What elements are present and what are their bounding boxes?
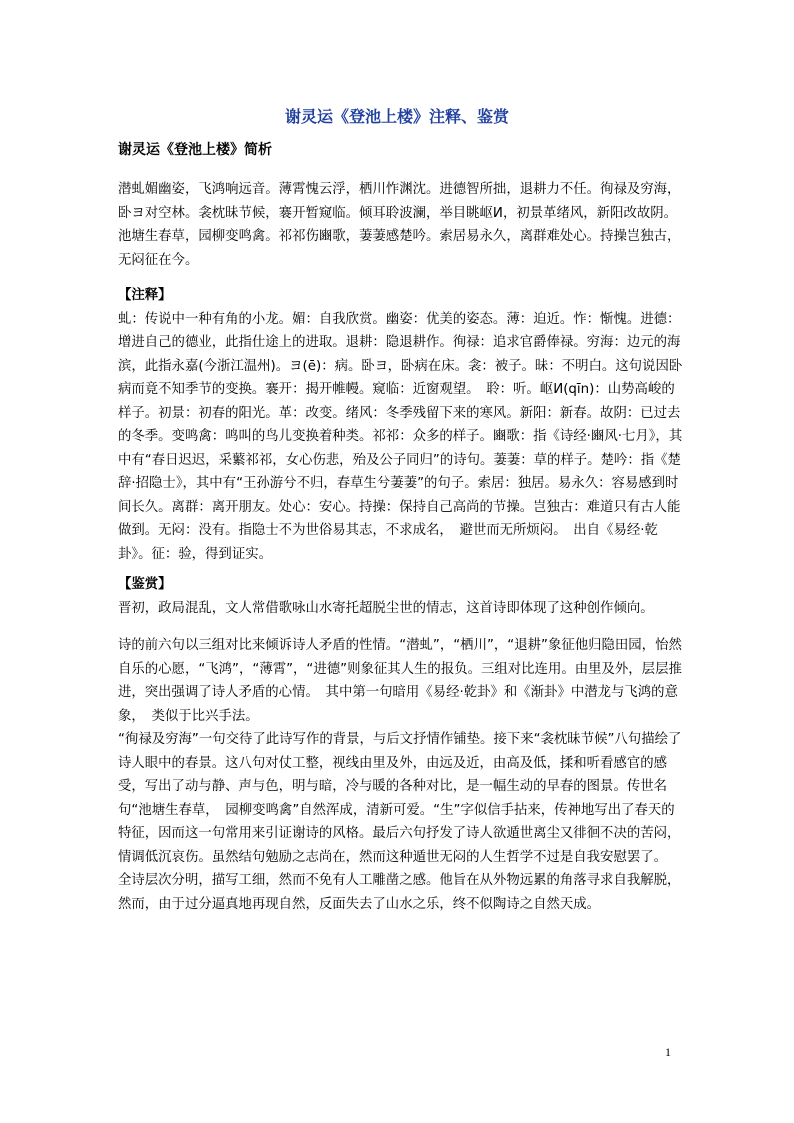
poem-text: 潜虬媚幽姿，飞鸿响远音。薄霄愧云浮，栖川怍渊沈。进德智所拙，退耕力不任。徇禄及穷海，卧ヨ对空林。衾枕昧节候，褰开暂窥临。倾耳聆波澜，举目眺岖И，初景革绪风，新阳改故阴。池塘生春草，园柳变鸣禽。祁祁伤豳歌，萋萋感楚吟。索居易永久，离群难处心。持操岂独古，无闷征在今。 <box>118 182 681 268</box>
appreciation-heading: 【鉴赏】 <box>118 577 172 592</box>
appreciation-paragraph-4: 全诗层次分明，描写工细，然而不免有人工雕凿之感。他旨在从外物远累的角落寻求自我解脱，然而，由于过分逼真地再现自然，反面失去了山水之乐，终不似陶诗之自然天成。 <box>118 873 681 912</box>
notes-text: 虬：传说中一种有角的小龙。媚：自我欣赏。幽姿：优美的姿态。薄：迫近。怍：惭愧。进德：增进自己的德业，此指仕途上的进取。退耕：隐退耕作。徇禄：追求官爵俸禄。穷海：边元的海滨，此指永嘉(今浙江温州)。ヨ(ē)：病。卧ヨ，卧病在床。衾：被子。昧：不明白。这句说因卧病而竟不知季节的变换。褰开：揭开帷幔。窥临：近窗观望。 聆：听。岖И(qīn)：山势高峻的样子。初景：初春的阳光。革：改变。绪风：冬季残留下来的寒风。新阳：新春。故阴：已过去的冬季。变鸣禽：鸣叫的鸟儿变换着种类。祁祁：众多的样子。豳歌：指《诗经·豳风·七月》，其中有“春日迟迟，采蘩祁祁，女心伤悲，殆及公子同归”的诗句。萋萋：草的样子。楚吟：指《楚辞·招隐士》，其中有“王孙游兮不归，春草生兮萋萋”的句子。索居：独居。易永久：容易感到时间长久。离群：离开朋友。处心：安心。持操：保持自己高尚的节操。岂独古：难道只有古人能做到。无闷：没有。指隐士不为世俗易其志，不求成名， 避世而无所烦闷。 出自《易经·乾卦》。征：验，得到证实。 <box>118 311 683 562</box>
notes-section <box>118 284 684 566</box>
appreciation-paragraph-3: “徇禄及穷海”一句交待了此诗写作的背景，与后文抒情作铺垫。接下来“衾枕昧节候”八句描绘了诗人眼中的春景。这八句对仗工整，视线由里及外，由远及近，由高及低，揉和听看感官的感受，写出了动与静、声与色，明与暗，冷与暖的各种对比，是一幅生动的早春的图景。传世名句“池塘生春草， 园柳变鸣禽”自然浑成，清新可爱。“生”字似信手拈来，传神地写出了春天的特征，因而这一句常用来引证谢诗的风格。最后六句抒发了诗人欲遁世离尘又徘徊不决的苦闷，情调低沉哀伤。虽然结句勉励之志尚在，然而这种遁世无闷的人生哲学不过是自我安慰罢了。 <box>118 732 682 865</box>
document-title: 谢灵运《登池上楼》注释、鉴赏 <box>284 107 509 126</box>
appreciation-paragraph-1: 晋初，政局混乱，文人常借歌咏山水寄托超脱尘世的情志，这首诗即体现了这种创作倾向。 <box>118 600 654 616</box>
document-subtitle: 谢灵运《登池上楼》简析 <box>118 142 272 158</box>
appreciation-section <box>118 573 684 916</box>
page-number: 1 <box>665 1045 671 1059</box>
appreciation-paragraph-2: 诗的前六句以三组对比来倾诉诗人矛盾的性情。“潜虬”，“栖川”，“退耕”象征他归隐田园，怡然自乐的心愿，“飞鸿”，“薄霄”，“进德”则象征其人生的报负。三组对比连用。由里及外，层层推进，突出强调了诗人矛盾的心情。 其中第一句暗用《易经·乾卦》和《渐卦》中潜龙与飞鸿的意象， 类似于比兴手法。 <box>118 638 682 724</box>
poem-text-block <box>118 178 684 272</box>
notes-heading: 【注释】 <box>118 288 172 303</box>
